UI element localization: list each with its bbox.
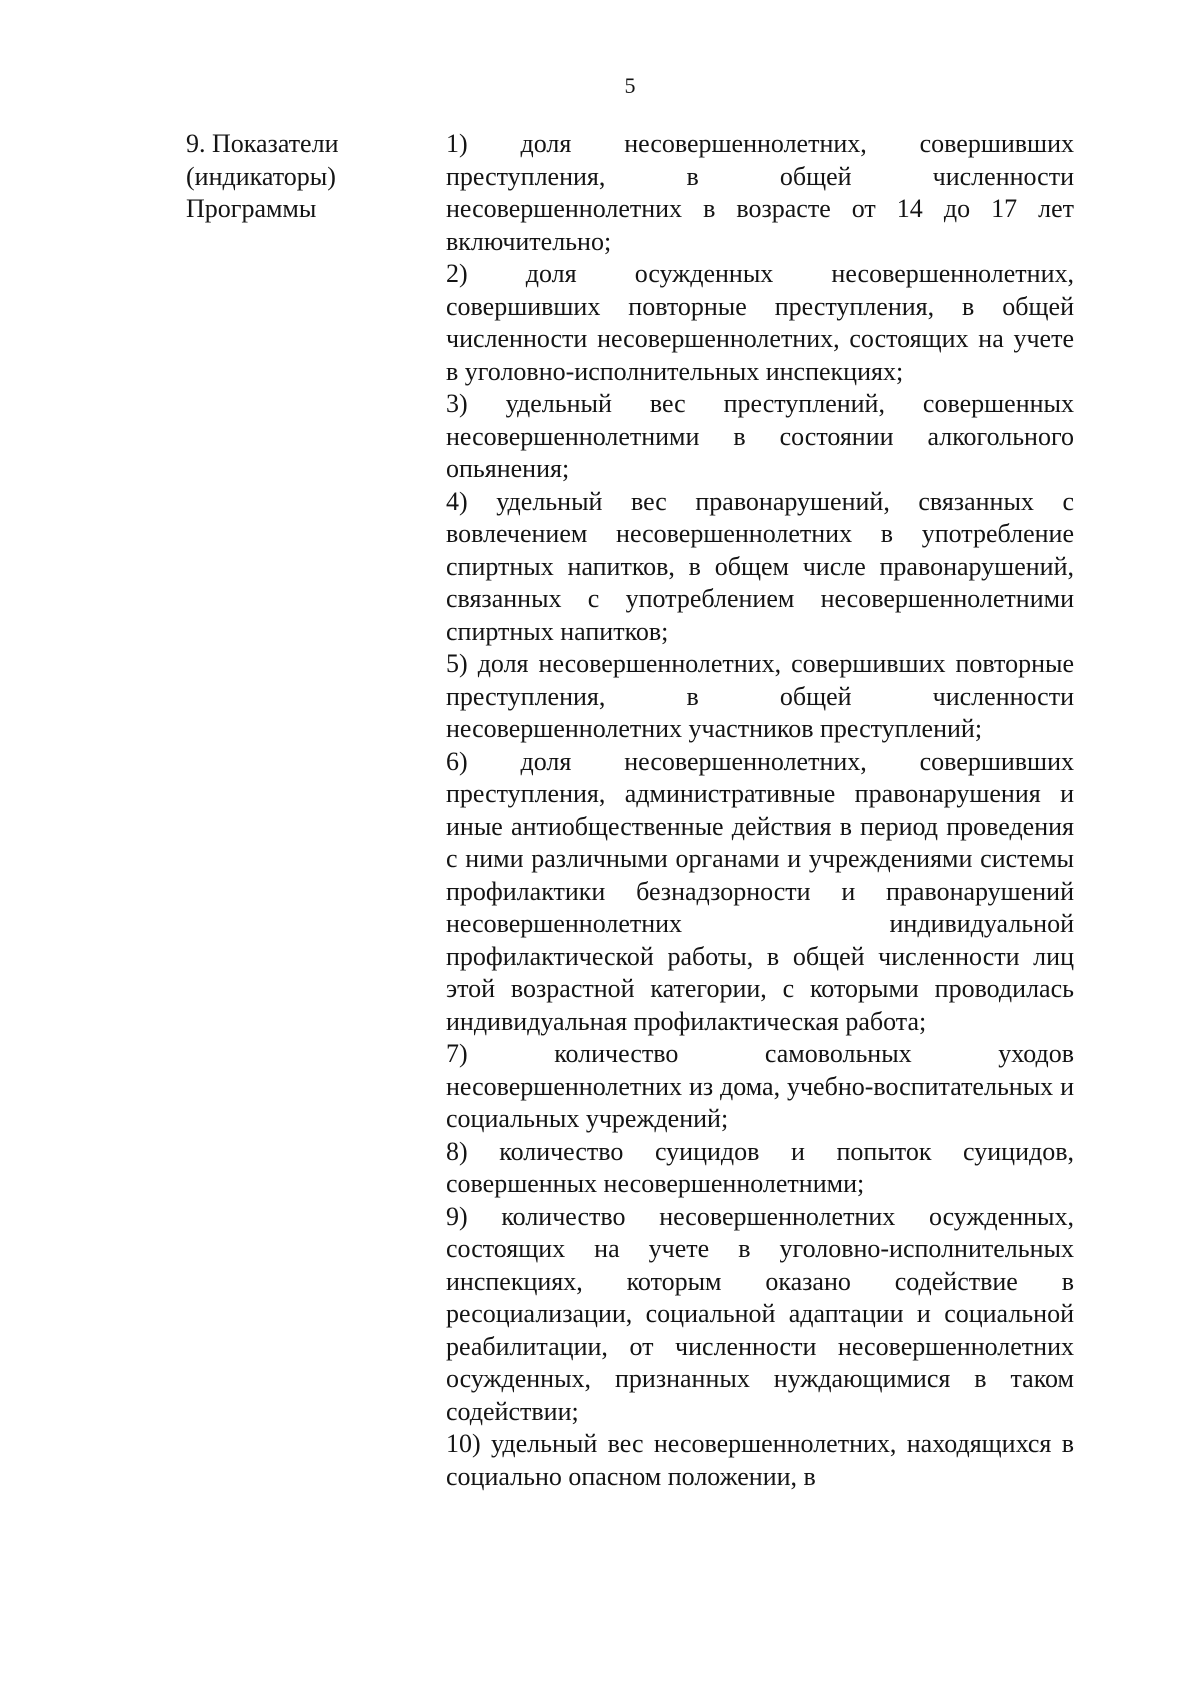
page-number: 5 bbox=[624, 73, 636, 98]
indicator-item-6: 6) доля несовершеннолетних, совершивших преступления, административные правонарушения и иные антиобщественные действия в период проведения с ними различными органами и учреждениями системы профилактики безнадзорности и правонарушений несовершеннолетних индивидуальной профилактической работы, в общей численности лиц этой возрастной категории, с которыми проводилась индивидуальная профилактическая работа; bbox=[446, 746, 1074, 1036]
section-heading-line: 9. Показатели bbox=[186, 129, 339, 158]
section-heading-line: (индикаторы) bbox=[186, 161, 336, 191]
indicator-item-2: 2) доля осужденных несовершеннолетних, совершивших повторные преступления, в общей численности несовершеннолетних, состоящих на учете в уголовно-исполнительных инспекциях; bbox=[446, 259, 1074, 386]
section-heading-line: Программы bbox=[186, 194, 317, 223]
indicator-item-5: 5) доля несовершеннолетних, совершивших повторные преступления, в общей численности несовершеннолетних участников преступлений; bbox=[446, 649, 1074, 743]
indicator-item-4: 4) удельный вес правонарушений, связанных с вовлечением несовершеннолетних в употребление спиртных напитков, в общем числе правонарушений, связанных с употреблением несовершеннолетними спиртных напитков; bbox=[446, 486, 1074, 646]
indicator-item-7: 7) количество самовольных уходов несовершеннолетних из дома, учебно-воспитательных и социальных учреждений; bbox=[446, 1039, 1074, 1133]
indicator-list bbox=[446, 128, 1074, 1493]
indicator-item-1: 1) доля несовершеннолетних, совершивших преступления, в общей численности несовершеннолетних в возрасте от 14 до 17 лет включительно; bbox=[446, 129, 1074, 256]
indicator-item-8: 8) количество суицидов и попыток суицидов, совершенных несовершеннолетними; bbox=[446, 1136, 1074, 1198]
indicator-item-3: 3) удельный вес преступлений, совершенных несовершеннолетними в состоянии алкогольного опьянения; bbox=[446, 389, 1074, 483]
indicator-item-9: 9) количество несовершеннолетних осужденных, состоящих на учете в уголовно-исполнительных инспекциях, которым оказано содействие в ресоциализации, социальной адаптации и социальной реабилитации, от численности несовершеннолетних осужденных, признанных нуждающимися в таком содействии; bbox=[446, 1201, 1074, 1426]
section-heading bbox=[186, 128, 436, 226]
indicator-item-10: 10) удельный вес несовершеннолетних, находящихся в социально опасном положении, в bbox=[446, 1429, 1074, 1491]
